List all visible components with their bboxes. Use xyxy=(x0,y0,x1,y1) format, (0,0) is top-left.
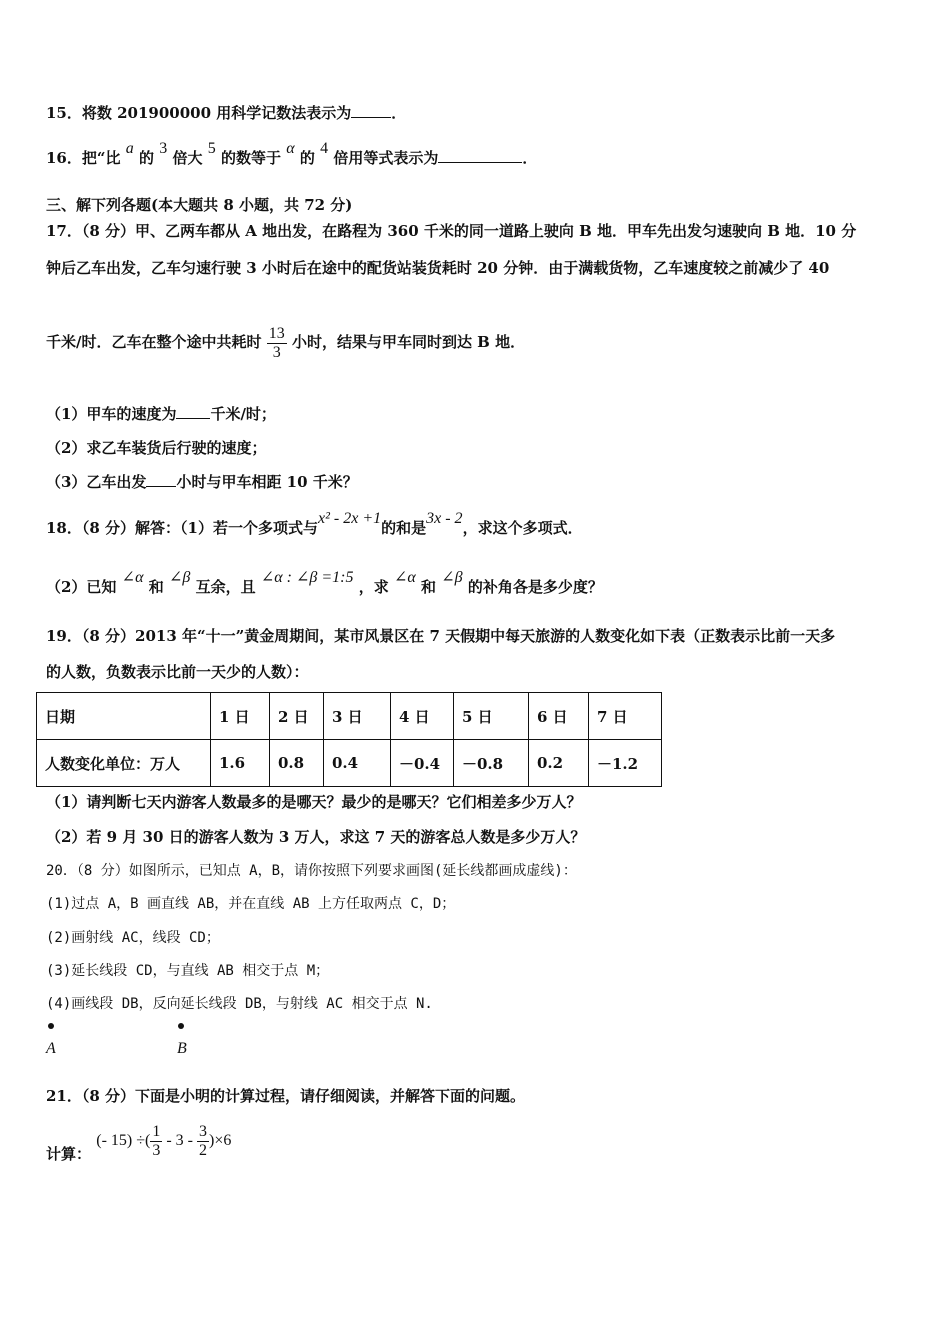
q17-part1-blank xyxy=(176,404,210,419)
point-a-dot xyxy=(48,1023,54,1029)
q17-part3-blank xyxy=(146,472,176,487)
q20-part3: (3)延长线段 CD，与直线 AB 相交于点 M； xyxy=(46,963,330,979)
q17-line3 xyxy=(46,322,525,362)
table-cell: 人数变化单位：万人 xyxy=(37,740,211,787)
q19-line2: 的人数，负数表示比前一天少的人数）： xyxy=(46,663,309,681)
q15-line xyxy=(46,103,406,123)
q18-angle-alpha: ∠α xyxy=(121,569,144,586)
q18-expr2: 3x - 2 xyxy=(426,510,463,527)
q21-calc-label: 计算： xyxy=(46,1145,92,1163)
q16-blank xyxy=(438,148,522,163)
table-row-header xyxy=(37,693,662,740)
table-cell: －0.8 xyxy=(454,740,529,787)
point-b-dot xyxy=(178,1023,184,1029)
point-a-label: A xyxy=(46,1040,56,1057)
q15-text: 15．将数 201900000 用科学记数法表示为 xyxy=(46,104,352,122)
q17-line1: 17．（8 分）甲、乙两车都从 A 地出发，在路程为 360 千米的同一道路上驶向 B 地．甲车先出发匀速驶向 B 地．10 分 xyxy=(46,222,857,240)
q18-ratio: ∠α : ∠β =1:5 xyxy=(260,569,354,586)
section3-heading: 三、解下列各题(本大题共 8 小题，共 72 分) xyxy=(46,196,353,214)
q18-part-a: 18．（8 分）解答：（1）若一个多项式与 xyxy=(46,519,318,537)
q17-part3-a: （3）乙车出发 xyxy=(46,473,147,491)
q18-expr1: x² - 2x +1 xyxy=(317,510,382,527)
q16-alpha: α xyxy=(286,140,295,157)
q21-frac-1 xyxy=(150,1123,162,1160)
q16-part-a: 16．把“比 xyxy=(46,149,121,167)
table-cell: 2 日 xyxy=(270,693,324,740)
q21-expr-3: )×6 xyxy=(209,1132,232,1149)
q16-line xyxy=(46,140,538,169)
q16-part-f: 倍用等式表示为 xyxy=(333,149,439,167)
point-b-label: B xyxy=(177,1040,187,1057)
table-cell: 0.8 xyxy=(270,740,324,787)
q16-end: ． xyxy=(522,149,538,167)
q21-frac1-den: 3 xyxy=(152,1141,161,1159)
table-cell: 3 日 xyxy=(324,693,391,740)
q18-line1 xyxy=(46,510,583,539)
q18-p2-c: ，求 xyxy=(358,578,389,596)
q18-angle-alpha-2: ∠α xyxy=(393,569,416,586)
q19-part1: （1）请判断七天内游客人数最多的是哪天？最少的是哪天？它们相差多少万人？ xyxy=(46,793,582,811)
q17-fraction xyxy=(267,325,287,362)
q17-line2: 钟后乙车出发，乙车匀速行驶 3 小时后在途中的配货站装货耗时 20 分钟．由于满载货物，乙车速度较之前减少了 40 xyxy=(46,259,830,277)
table-cell: 4 日 xyxy=(391,693,454,740)
table-cell: 7 日 xyxy=(589,693,662,740)
q18-p2-d: 的补角各是多少度？ xyxy=(467,578,603,596)
q15-end: ． xyxy=(391,104,407,122)
q17-part1-a: （1）甲车的速度为 xyxy=(46,405,177,423)
q17-line3a: 千米/时．乙车在整个途中共耗时 xyxy=(46,333,262,351)
q18-line2 xyxy=(46,569,603,598)
q21-frac-2 xyxy=(197,1123,209,1160)
q18-angle-beta-2: ∠β xyxy=(441,569,463,586)
q17-frac-den: 3 xyxy=(272,343,281,361)
q17-frac-num: 13 xyxy=(268,324,285,342)
q20-line1: 20．（8 分）如图所示，已知点 A，B，请你按照下列要求画图(延长线都画成虚线)： xyxy=(46,863,577,879)
q18-part-b: 的和是 xyxy=(381,519,427,537)
q19-part2: （2）若 9 月 30 日的游客人数为 3 万人，求这 7 天的游客总人数是多少万人？ xyxy=(46,828,586,846)
q16-num-4: 4 xyxy=(320,140,329,157)
table-cell: －1.2 xyxy=(589,740,662,787)
q17-part1-b: 千米/时； xyxy=(210,405,276,423)
q20-part1: (1)过点 A，B 画直线 AB，并在直线 AB 上方任取两点 C，D； xyxy=(46,896,456,912)
q21-frac2-den: 2 xyxy=(199,1141,207,1159)
q21-expr-2: - 3 - xyxy=(162,1132,197,1149)
q21-frac2-num: 3 xyxy=(199,1122,207,1140)
table-cell: 5 日 xyxy=(454,693,529,740)
table-cell: 0.2 xyxy=(529,740,589,787)
q16-num-3: 3 xyxy=(159,140,168,157)
table-cell: 1 日 xyxy=(211,693,270,740)
q21-calc xyxy=(46,1118,231,1163)
q19-table xyxy=(36,692,662,787)
table-cell: 0.4 xyxy=(324,740,391,787)
q21-line1: 21．（8 分）下面是小明的计算过程，请仔细阅读，并解答下面的问题。 xyxy=(46,1087,526,1105)
table-cell: 1.6 xyxy=(211,740,270,787)
q16-var-a: a xyxy=(125,140,134,157)
table-cell: 日期 xyxy=(37,693,211,740)
q16-part-d: 的数等于 xyxy=(220,149,281,167)
q18-p2-b: 互余，且 xyxy=(195,578,256,596)
q18-angle-beta: ∠β xyxy=(168,569,191,586)
q15-blank xyxy=(351,103,391,118)
q18-p2-a: （2）已知 xyxy=(46,578,117,596)
q17-part3-b: 小时与甲车相距 10 千米？ xyxy=(176,473,358,491)
q18-and1: 和 xyxy=(148,578,164,596)
q21-expr-1: (- 15) ÷( xyxy=(96,1132,151,1149)
q16-part-c: 倍大 xyxy=(172,149,203,167)
q17-part3 xyxy=(46,472,358,492)
q16-part-b: 的 xyxy=(138,149,154,167)
table-row xyxy=(37,740,662,787)
q18-and2: 和 xyxy=(421,578,437,596)
q16-part-e: 的 xyxy=(299,149,315,167)
table-cell: －0.4 xyxy=(391,740,454,787)
q18-part-c: ，求这个多项式． xyxy=(462,519,583,537)
q17-line3b: 小时，结果与甲车同时到达 B 地． xyxy=(291,333,526,351)
q19-line1: 19．（8 分）2013 年“十一”黄金周期间，某市风景区在 7 天假期中每天旅游的人数变化如下表（正数表示比前一天多 xyxy=(46,627,836,645)
q16-num-5: 5 xyxy=(207,140,216,157)
q21-frac1-num: 1 xyxy=(152,1122,161,1140)
q20-part4: (4)画线段 DB，反向延长线段 DB，与射线 AC 相交于点 N. xyxy=(46,996,433,1012)
q17-part2: （2）求乙车装货后行驶的速度； xyxy=(46,439,267,457)
table-cell: 6 日 xyxy=(529,693,589,740)
q20-part2: (2)画射线 AC，线段 CD； xyxy=(46,930,220,946)
q17-part1 xyxy=(46,404,276,424)
